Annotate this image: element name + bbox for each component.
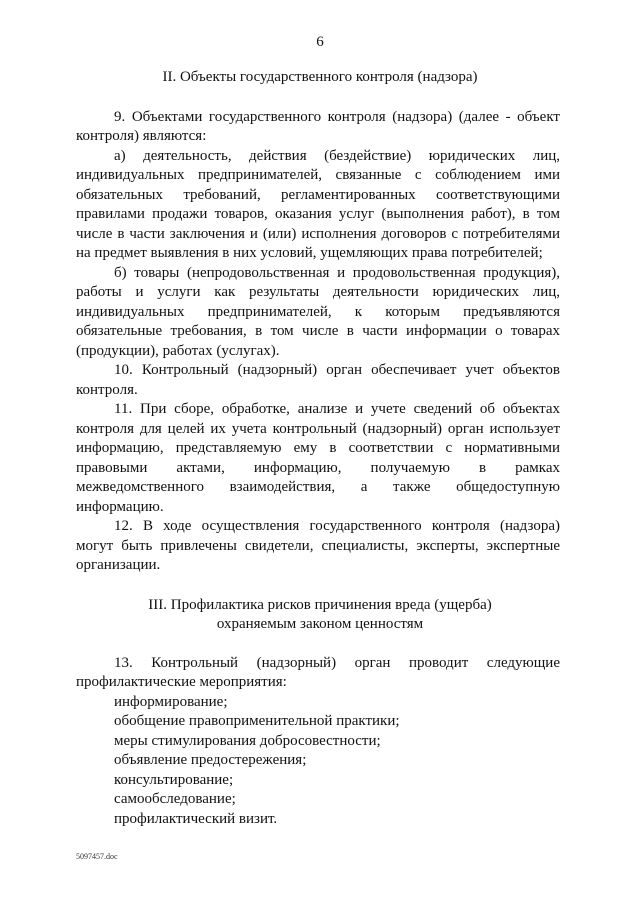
list-item: профилактический визит. [114, 811, 278, 827]
paragraph-line: индивидуальных предпринимателей, связанные с соблюдением ими [76, 167, 560, 183]
paragraph-line: межведомственного взаимодействия, а также общедоступную [76, 479, 560, 495]
paragraph-line: числе в части заключения и (или) исполнения договоров с потребителями [76, 226, 560, 242]
list-item: меры стимулирования добросовестности; [114, 733, 381, 749]
paragraph-line: профилактические мероприятия: [76, 674, 287, 690]
section-3-title-line-1: III. Профилактика рисков причинения вреда (ущерба) [148, 597, 492, 613]
paragraph-line: обязательные требования, в том числе в части информации о товарах [76, 323, 560, 339]
list-item: объявление предостережения; [114, 752, 307, 768]
paragraph-line: правилами продажи товаров, оказания услуг (выполнения работ), в том [76, 206, 560, 222]
paragraph-line: на предмет выявления в них условий, ущемляющих права потребителей; [76, 245, 543, 261]
list-item: информирование; [114, 694, 228, 710]
paragraph-line: информацию, представляемую ему в соответствии с нормативными [76, 440, 560, 456]
paragraph-line: могут быть привлечены свидетели, специалисты, эксперты, экспертные [76, 538, 560, 554]
paragraph-line: обязательных требований, регламентированных соответствующими [76, 187, 560, 203]
paragraph-line: контроля. [76, 382, 138, 398]
paragraph-line: 12. В ходе осуществления государственного контроля (надзора) [114, 518, 560, 534]
document-filename-footer: 5097457.doc [76, 852, 118, 861]
paragraph-line: 10. Контрольный (надзорный) орган обеспечивает учет объектов [114, 362, 560, 378]
section-3-title-line-2: охраняемым законом ценностям [216, 616, 424, 632]
paragraph-line: а) деятельность, действия (бездействие) юридических лиц, [114, 148, 560, 164]
section-2-title: II. Объекты государственного контроля (надзора) [162, 69, 478, 85]
paragraph-line: контроля) являются: [76, 128, 207, 144]
paragraph-line: 13. Контрольный (надзорный) орган проводит следующие [114, 655, 560, 671]
paragraph-line: индивидуальных предпринимателей, к которым предъявляются [76, 304, 560, 320]
paragraph-line: информацию. [76, 499, 164, 515]
paragraph-line: 9. Объектами государственного контроля (надзора) (далее - объект [114, 109, 560, 125]
paragraph-line: организации. [76, 557, 161, 573]
paragraph-line: (продукции), работах (услугах). [76, 343, 280, 359]
paragraph-line: работы и услуги как результаты деятельности юридических лиц, [76, 284, 560, 300]
paragraph-line: 11. При сборе, обработке, анализе и учете сведений об объектах [114, 401, 560, 417]
list-item: самообследование; [114, 791, 236, 807]
paragraph-line: б) товары (непродовольственная и продовольственная продукция), [114, 265, 560, 281]
paragraph-line: контроля для целей их учета контрольный (надзорный) орган использует [76, 421, 560, 437]
paragraph-line: правовыми актами, информацию, получаемую в рамках [76, 460, 560, 476]
list-item: обобщение правоприменительной практики; [114, 713, 400, 729]
page-number: 6 [316, 34, 324, 50]
list-item: консультирование; [114, 772, 234, 788]
